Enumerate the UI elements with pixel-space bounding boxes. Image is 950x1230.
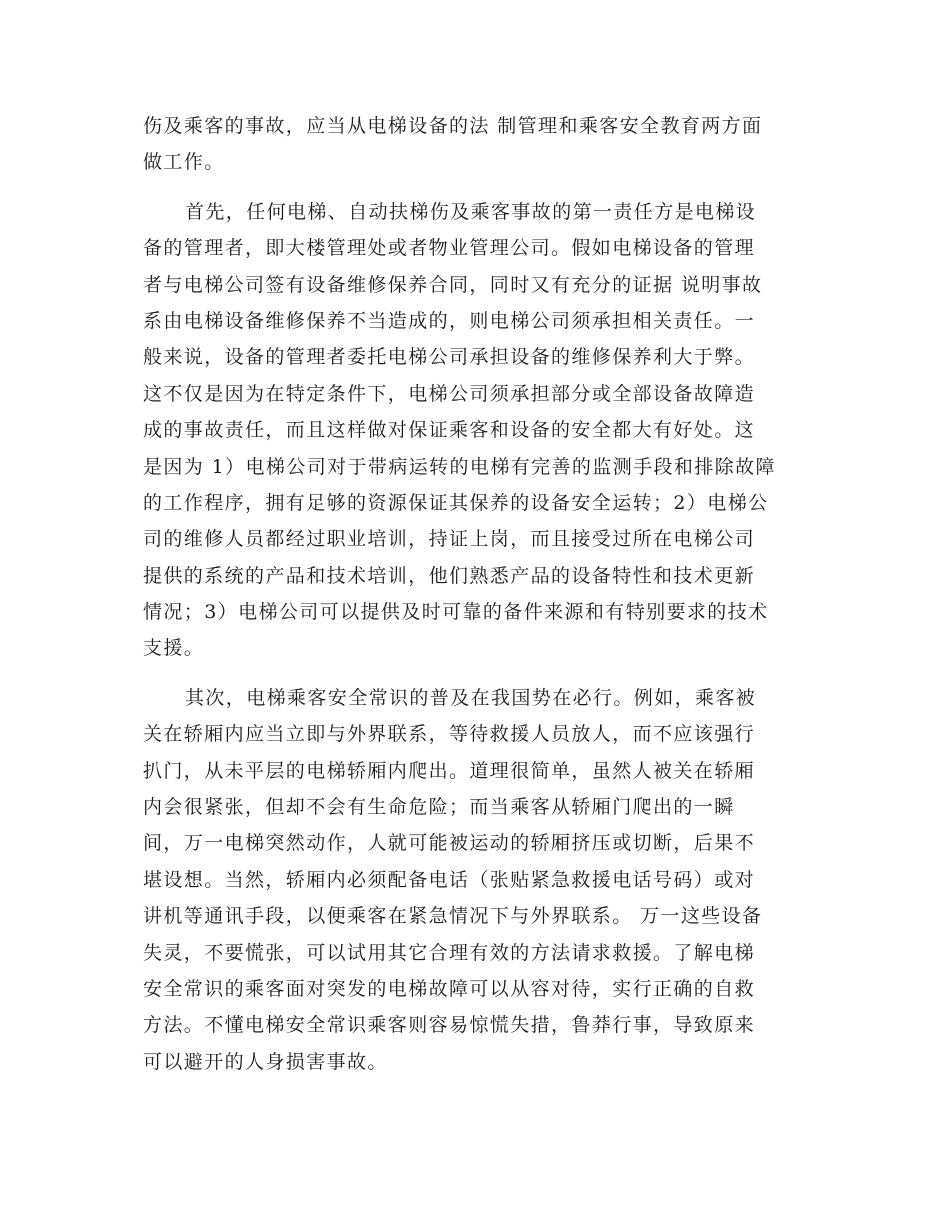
text-line: 的工作程序，拥有足够的资源保证其保养的设备安全运转；2）电梯公 — [143, 491, 769, 514]
text-line: 这不仅是因为在特定条件下，电梯公司须承担部分或全部设备故障造 — [143, 382, 756, 405]
text-line: 般来说，设备的管理者委托电梯公司承担设备的维修保养利大于弊。 — [143, 346, 756, 369]
document-body — [143, 108, 808, 1080]
text-line: 关在轿厢内应当立即与外界联系，等待救援人员放人，而不应该强行 — [143, 723, 756, 746]
paragraph-gap — [143, 181, 808, 194]
text-line: 可以避开的人身损害事故。 — [143, 1050, 388, 1073]
text-line: 堪设想。当然，轿厢内必须配备电话（张贴紧急救援电话号码）或对 — [143, 868, 756, 891]
text-line: 其次，电梯乘客安全常识的普及在我国势在必行。例如，乘客被 — [185, 686, 757, 709]
paragraph-3 — [143, 680, 808, 1080]
text-line: 司的维修人员都经过职业培训，持证上岗，而且接受过所在电梯公司 — [143, 528, 756, 551]
text-line: 情况；3）电梯公司可以提供及时可靠的备件来源和有特别要求的技术 — [143, 601, 769, 624]
text-line: 内会很紧张，但却不会有生命危险；而当乘客从轿厢门爬出的一瞬 — [143, 796, 735, 819]
paragraph-gap — [143, 667, 808, 680]
text-line: 成的事故责任，而且这样做对保证乘客和设备的安全都大有好处。这 — [143, 419, 756, 442]
text-line: 伤及乘客的事故，应当从电梯设备的法 制管理和乘客安全教育两方面 — [143, 115, 763, 137]
text-line: 首先，任何电梯、自动扶梯伤及乘客事故的第一责任方是电梯设 — [185, 200, 757, 223]
text-line: 方法。不懂电梯安全常识乘客则容易惊慌失措，鲁莽行事，导致原来 — [143, 1014, 756, 1037]
text-line: 者与电梯公司签有设备维修保养合同，同时又有充分的证据 说明事故 — [143, 273, 763, 296]
text-line: 提供的系统的产品和技术培训，他们熟悉产品的设备特性和技术更新 — [143, 564, 756, 587]
text-line: 间，万一电梯突然动作，人就可能被运动的轿厢挤压或切断，后果不 — [143, 832, 756, 855]
text-line: 支援。 — [143, 637, 205, 660]
text-line: 失灵，不要慌张，可以试用其它合理有效的方法请求救援。了解电梯 — [143, 941, 756, 964]
paragraph-2 — [143, 194, 808, 667]
text-line: 讲机等通讯手段，以便乘客在紧急情况下与外界联系。 万一这些设备 — [143, 905, 763, 928]
text-line: 备的管理者，即大楼管理处或者物业管理公司。假如电梯设备的管理 — [143, 237, 756, 260]
text-line: 扒门，从未平层的电梯轿厢内爬出。道理很简单，虽然人被关在轿厢 — [143, 759, 756, 782]
text-line: 做工作。 — [143, 151, 225, 174]
paragraph-1 — [143, 108, 808, 181]
text-line: 安全常识的乘客面对突发的电梯故障可以从容对待，实行正确的自救 — [143, 977, 756, 1000]
text-line: 是因为 1）电梯公司对于带病运转的电梯有完善的监测手段和排除故障 — [143, 455, 776, 478]
text-line: 系由电梯设备维修保养不当造成的，则电梯公司须承担相关责任。一 — [143, 309, 756, 332]
